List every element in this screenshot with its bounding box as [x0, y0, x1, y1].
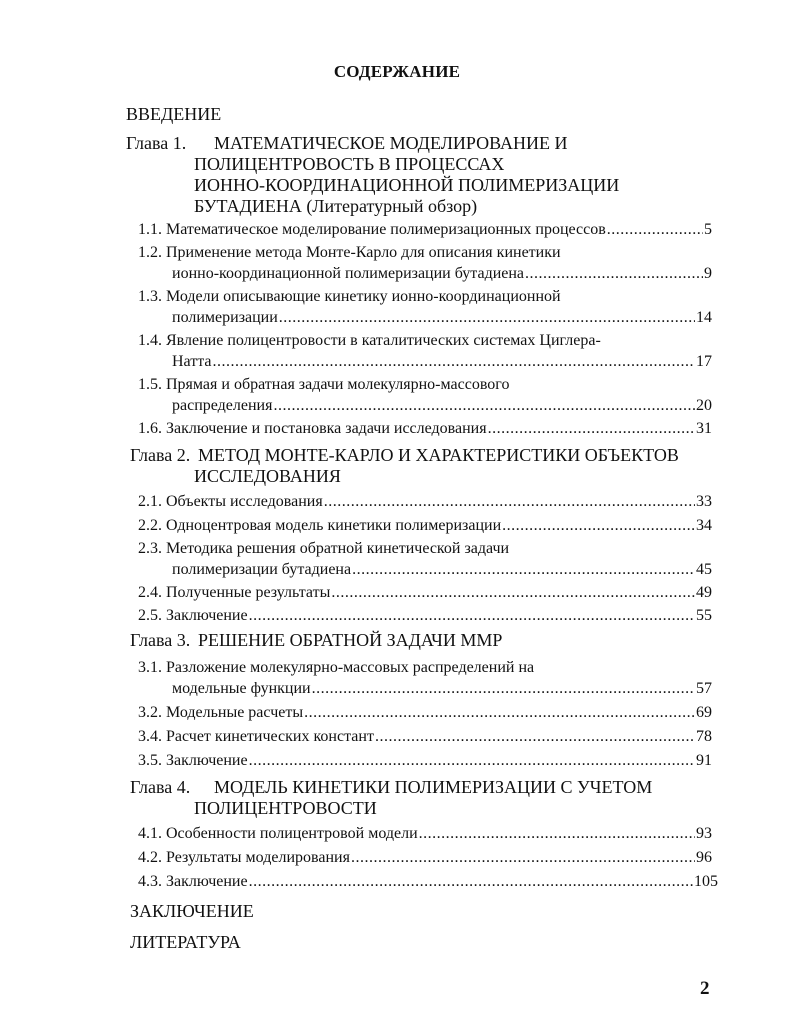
section-page: 20	[696, 397, 712, 414]
chapter-1-title-line: МАТЕМАТИЧЕСКОЕ МОДЕЛИРОВАНИЕ И	[214, 133, 568, 153]
toc-entry	[138, 331, 712, 351]
section-number: 1.1.	[138, 221, 162, 238]
chapter-4-title-line: ПОЛИЦЕНТРОВОСТИ	[194, 798, 377, 818]
toc-entry	[138, 516, 712, 536]
page-title: СОДЕРЖАНИЕ	[333, 62, 461, 81]
section-page: 49	[696, 584, 712, 601]
section-title: Разложение молекулярно-массовых распределений на	[166, 659, 535, 676]
section-number: 2.1.	[138, 493, 162, 510]
toc-entry	[138, 703, 712, 723]
section-number: 4.1.	[138, 825, 162, 842]
chapter-2-title-line: МЕТОД МОНТЕ-КАРЛО И ХАРАКТЕРИСТИКИ ОБЪЕКТОВ	[198, 445, 679, 465]
section-number: 1.4.	[138, 332, 162, 349]
chapter-2-title-line: ИССЛЕДОВАНИЯ	[194, 466, 341, 486]
section-page: 91	[696, 752, 712, 769]
section-title: Явление полицентровости в каталитических системах Циглера-	[166, 332, 601, 349]
chapter-1-title-line: ИОННО-КООРДИНАЦИОННОЙ ПОЛИМЕРИЗАЦИИ	[194, 175, 620, 195]
section-number: 1.5.	[138, 376, 162, 393]
page-number: 2	[700, 978, 710, 999]
toc-entry	[138, 492, 712, 512]
section-page: 31	[696, 420, 712, 437]
section-title-cont: Натта	[172, 353, 212, 370]
section-title: Модельные расчеты	[166, 704, 304, 721]
toc-entry-continuation	[172, 560, 712, 580]
chapter-4-title-line: МОДЕЛЬ КИНЕТИКИ ПОЛИМЕРИЗАЦИИ С УЧЕТОМ	[214, 777, 653, 797]
section-title: Прямая и обратная задачи молекулярно-массового	[166, 376, 510, 393]
section-page: 34	[696, 517, 712, 534]
section-page: 55	[696, 607, 712, 624]
chapter-1-title-line: ПОЛИЦЕНТРОВОСТЬ В ПРОЦЕССАХ	[194, 154, 505, 174]
toc-entry	[138, 727, 712, 747]
section-title-cont: ионно-координационной полимеризации бутадиена	[172, 265, 525, 282]
section-title: Модели описывающие кинетику ионно-координационной	[166, 288, 561, 305]
section-page: 78	[696, 728, 712, 745]
section-number: 3.4.	[138, 728, 162, 745]
toc-entry	[138, 539, 712, 559]
section-title: Расчет кинетических констант	[166, 728, 374, 745]
toc-entry	[138, 751, 712, 771]
section-title: Одноцентровая модель кинетики полимеризации	[166, 517, 502, 534]
section-number: 2.3.	[138, 540, 162, 557]
toc-entry-continuation	[172, 352, 712, 372]
section-title-cont: полимеризации	[172, 309, 278, 326]
toc-entry	[138, 848, 712, 868]
section-number: 4.3.	[138, 873, 162, 890]
section-title: Математическое моделирование полимеризационных процессов	[166, 221, 606, 238]
section-page: 9	[704, 265, 712, 282]
toc-entry	[138, 375, 712, 395]
toc-entry	[138, 824, 712, 844]
section-title: Полученные результаты	[166, 584, 331, 601]
toc-entry-continuation	[172, 396, 712, 416]
section-page: 45	[696, 561, 712, 578]
section-title-cont: полимеризации бутадиена	[172, 561, 352, 578]
section-title-cont: модельные функции	[172, 680, 311, 697]
section-number: 1.3.	[138, 288, 162, 305]
toc-entry	[138, 243, 712, 263]
section-title-cont: распределения	[172, 397, 273, 414]
conclusion-heading: ЗАКЛЮЧЕНИЕ	[130, 901, 254, 921]
chapter-1-label: Глава 1.	[126, 133, 187, 153]
section-page: 93	[696, 825, 712, 842]
section-number: 2.2.	[138, 517, 162, 534]
toc-entry	[138, 419, 712, 439]
intro-heading: ВВЕДЕНИЕ	[126, 104, 222, 124]
section-title: Результаты моделирования	[166, 849, 350, 866]
section-number: 2.4.	[138, 584, 162, 601]
toc-entry	[138, 220, 712, 240]
chapter-1-title-line: БУТАДИЕНА (Литературный обзор)	[194, 196, 478, 216]
section-page: 96	[696, 849, 712, 866]
section-number: 3.5.	[138, 752, 162, 769]
section-title: Заключение	[166, 607, 248, 624]
toc-entry	[138, 658, 712, 678]
toc-entry-continuation	[172, 264, 712, 284]
chapter-2-label: Глава 2.	[130, 445, 191, 465]
section-page: 5	[704, 221, 712, 238]
section-number: 2.5.	[138, 607, 162, 624]
chapter-3-label: Глава 3.	[130, 630, 191, 650]
section-title: Заключение	[166, 873, 248, 890]
literature-heading: ЛИТЕРАТУРА	[130, 932, 241, 952]
section-page: 105	[694, 873, 718, 890]
chapter-3-title-line: РЕШЕНИЕ ОБРАТНОЙ ЗАДАЧИ ММР	[198, 630, 503, 650]
section-title: Заключение и постановка задачи исследования	[166, 420, 487, 437]
section-title: Методика решения обратной кинетической задачи	[166, 540, 510, 557]
section-number: 3.2.	[138, 704, 162, 721]
section-title: Применение метода Монте-Карло для описания кинетики	[166, 244, 561, 261]
section-title: Заключение	[166, 752, 248, 769]
toc-entry-continuation	[172, 679, 712, 699]
toc-entry	[138, 872, 718, 892]
toc-entry-continuation	[172, 308, 712, 328]
toc-entry	[138, 287, 712, 307]
section-title: Особенности полицентровой модели	[166, 825, 418, 842]
chapter-4-label: Глава 4.	[130, 777, 191, 797]
section-number: 1.6.	[138, 420, 162, 437]
section-page: 14	[696, 309, 712, 326]
toc-entry	[138, 583, 712, 603]
section-page: 17	[696, 353, 712, 370]
section-number: 4.2.	[138, 849, 162, 866]
section-number: 1.2.	[138, 244, 162, 261]
section-title: Объекты исследования	[166, 493, 323, 510]
section-page: 33	[696, 493, 712, 510]
toc-entry	[138, 606, 712, 626]
section-page: 57	[696, 680, 712, 697]
section-number: 3.1.	[138, 659, 162, 676]
section-page: 69	[696, 704, 712, 721]
